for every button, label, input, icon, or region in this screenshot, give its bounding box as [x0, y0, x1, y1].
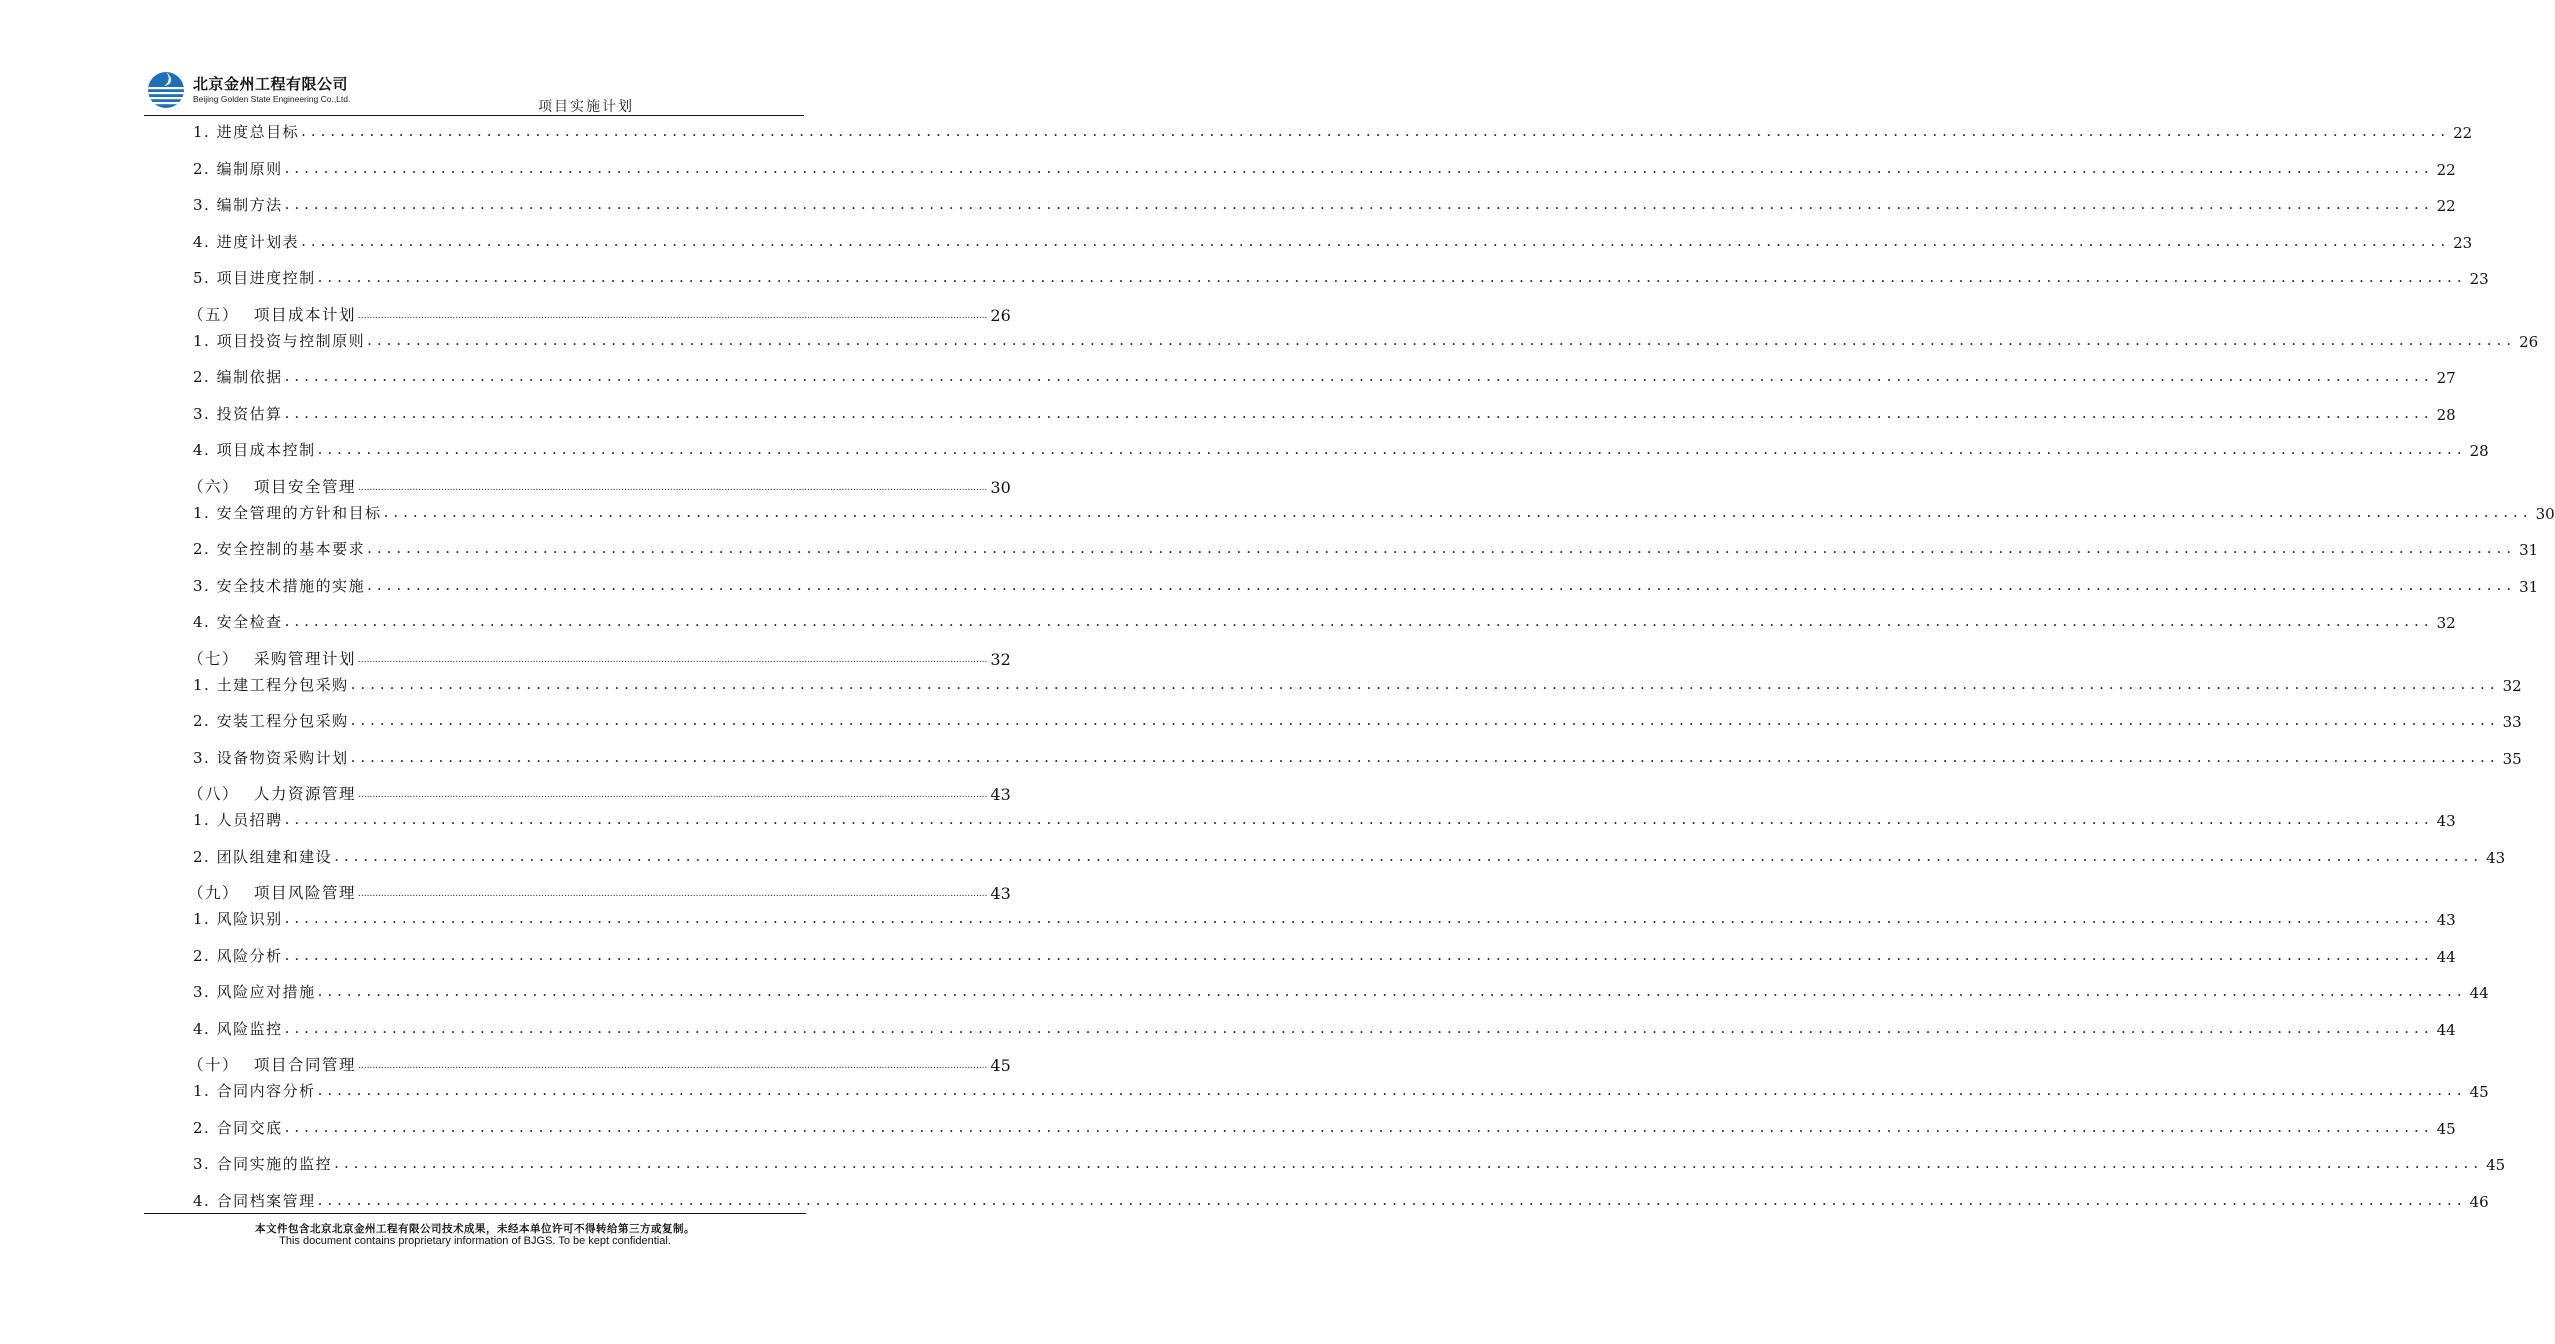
toc-entry[interactable] — [193, 228, 2473, 252]
toc-entry-label: 项目风险管理 — [254, 884, 357, 902]
toc-leader-dots: ............................................................................................................................................................................................................................ — [284, 1117, 2434, 1136]
toc-entry-title — [193, 538, 365, 559]
toc-entry-number: （九） — [188, 884, 240, 902]
toc-page-number: 23 — [2469, 270, 2489, 288]
toc-entry-number: 1. — [193, 675, 211, 694]
toc-entry-title — [188, 1053, 356, 1075]
toc-entry-title — [193, 981, 316, 1002]
toc-leader-dots: ............................................................................................................................................................................................................................ — [284, 367, 2434, 385]
toc-entry-title — [188, 881, 356, 903]
toc-entry-label: 安全检查 — [216, 613, 283, 631]
toc-entry-title — [193, 330, 365, 351]
toc-entry[interactable] — [193, 843, 2506, 867]
toc-entry[interactable] — [193, 264, 2489, 288]
toc-leader-dots: ............................................................................................................................................................................................................................ — [383, 502, 2533, 521]
toc-entry-number: （十） — [188, 1056, 240, 1074]
toc-page-number: 43 — [2436, 812, 2456, 830]
toc-entry-title — [193, 121, 299, 142]
toc-page-number: 26 — [990, 305, 1011, 325]
toc-entry-title — [193, 194, 283, 215]
toc-entry-title — [193, 1117, 283, 1138]
toc-page-number: 33 — [2502, 713, 2522, 731]
toc-entry-title — [188, 647, 356, 669]
toc-entry-number: （五） — [188, 305, 240, 324]
toc-page-number: 44 — [2469, 984, 2489, 1002]
toc-page-number: 44 — [2436, 1020, 2456, 1039]
toc-page-number: 22 — [2453, 124, 2473, 142]
toc-page-number: 30 — [990, 477, 1011, 497]
toc-entry-title — [193, 747, 349, 768]
toc-entry[interactable] — [193, 1015, 2456, 1039]
toc-leader-dots: ............................................................................................................................................................................................................................ — [367, 330, 2517, 349]
toc-entry[interactable] — [193, 436, 2489, 460]
toc-page-number: 43 — [2486, 848, 2506, 867]
toc-leader-dots: ............................................................................................................................................................................................................................ — [350, 711, 2500, 729]
toc-entry-label: 进度计划表 — [216, 232, 300, 251]
toc-entry-number: 2. — [193, 847, 211, 866]
toc-entry-title — [193, 1080, 316, 1101]
toc-entry-number: （六） — [188, 477, 240, 496]
toc-entry-number: 3. — [193, 576, 211, 595]
toc-entry-label: 安全技术措施的实施 — [216, 576, 366, 595]
toc-entry-label: 安全管理的方针和目标 — [216, 503, 382, 522]
toc-entry[interactable] — [193, 671, 2522, 695]
toc-entry[interactable] — [193, 363, 2456, 387]
footer-divider — [144, 1213, 806, 1214]
toc-entry[interactable] — [193, 905, 2456, 929]
toc-entry-number: 3. — [193, 404, 211, 423]
toc-leader-dots: ............................................................................................................................................................................................................................ — [317, 982, 2467, 1000]
toc-entry-title — [188, 475, 356, 497]
toc-entry-number: 3. — [193, 748, 211, 767]
toc-entry-title — [193, 1190, 316, 1211]
toc-page-number: 26 — [2519, 332, 2539, 351]
toc-entry-title — [193, 611, 283, 632]
toc-entry[interactable] — [193, 806, 2456, 830]
toc-entry[interactable] — [193, 1187, 2489, 1211]
toc-entry-number: 1. — [193, 910, 211, 928]
toc-entry-label: 项目进度控制 — [216, 269, 316, 287]
toc-leader-dots: ............................................................................................................................................................................................................................ — [284, 810, 2434, 828]
toc-page-number: 27 — [2436, 369, 2456, 387]
toc-page-number: 31 — [2519, 541, 2539, 559]
toc-entry-number: 2. — [193, 1118, 211, 1137]
toc-leader-dots: ............................................................................................................................................................................................................................ — [350, 747, 2500, 766]
toc-entry-label: 进度总目标 — [216, 123, 300, 141]
toc-entry[interactable] — [193, 744, 2522, 768]
toc-entry[interactable] — [193, 400, 2456, 424]
toc-entry-title — [193, 231, 299, 252]
toc-entry[interactable] — [193, 499, 2555, 523]
toc-entry-number: （七） — [188, 649, 240, 668]
toc-entry-number: 1. — [193, 1082, 211, 1100]
toc-entry-number: 1. — [193, 331, 211, 350]
toc-page-number: 23 — [2453, 233, 2473, 252]
toc-page-number: 22 — [2436, 160, 2456, 179]
toc-entry-number: 5. — [193, 269, 211, 287]
toc-entry[interactable] — [193, 572, 2539, 596]
toc-entry-number: 2. — [193, 712, 211, 730]
toc-entry-label: 合同内容分析 — [216, 1082, 316, 1100]
toc-section-entry[interactable] — [188, 301, 1011, 325]
toc-leader-dots: ............................................................................................................................................................................................................................ — [367, 575, 2517, 594]
toc-entry-title — [193, 366, 283, 387]
toc-entry[interactable] — [193, 1077, 2489, 1101]
toc-leader-dots: ............................................................................................................................................................................................................................ — [284, 945, 2434, 964]
toc-page-number: 45 — [990, 1056, 1011, 1075]
toc-leader-dots: ............................................................................................................................................................................................................................ — [358, 889, 988, 899]
toc-entry-number: 4. — [193, 441, 211, 459]
toc-entry-label: 编制方法 — [216, 196, 283, 214]
toc-entry-number: 4. — [193, 232, 211, 251]
confidentiality-notice-en: This document contains proprietary information of BJGS. To be kept confidential. — [279, 1235, 671, 1247]
toc-leader-dots: ............................................................................................................................................................................................................................ — [358, 790, 988, 800]
toc-page-number: 45 — [2436, 1119, 2456, 1138]
toc-page-number: 30 — [2535, 504, 2555, 523]
toc-entry[interactable] — [193, 978, 2489, 1002]
toc-page-number: 46 — [2469, 1192, 2489, 1211]
toc-entry-number: 4. — [193, 613, 211, 631]
toc-page-number: 45 — [2469, 1083, 2489, 1101]
toc-entry[interactable] — [193, 118, 2473, 142]
toc-entry-number: 2. — [193, 540, 211, 558]
toc-page-number: 43 — [990, 884, 1011, 903]
toc-entry-label: 采购管理计划 — [254, 649, 357, 668]
toc-leader-dots: ............................................................................................................................................................................................................................ — [284, 158, 2434, 177]
toc-entry[interactable] — [193, 535, 2539, 559]
toc-entry[interactable] — [193, 1150, 2506, 1174]
toc-entry-label: 合同交底 — [216, 1118, 283, 1137]
toc-leader-dots: ............................................................................................................................................................................................................................ — [284, 909, 2434, 927]
toc-leader-dots: ............................................................................................................................................................................................................................ — [358, 654, 988, 665]
toc-leader-dots: ............................................................................................................................................................................................................................ — [358, 1061, 988, 1071]
toc-entry-title — [193, 1018, 283, 1039]
company-name-en: Beijing Golden State Engineering Co.,Ltd. — [193, 94, 351, 104]
toc-section-entry[interactable] — [188, 1051, 1011, 1075]
toc-page-number: 43 — [990, 785, 1011, 804]
toc-page-number: 35 — [2502, 749, 2522, 768]
toc-entry-label: 设备物资采购计划 — [216, 748, 349, 767]
toc-entry[interactable] — [193, 1114, 2456, 1138]
toc-entry[interactable] — [193, 707, 2522, 731]
toc-entry-number: 2. — [193, 946, 211, 965]
toc-entry-label: 合同实施的监控 — [216, 1155, 333, 1173]
toc-entry-title — [188, 782, 356, 804]
toc-entry-label: 项目合同管理 — [254, 1056, 357, 1074]
toc-entry[interactable] — [193, 327, 2539, 351]
toc-leader-dots: ............................................................................................................................................................................................................................ — [317, 1081, 2467, 1099]
toc-page-number: 32 — [2436, 614, 2456, 632]
company-name-cn: 北京金州工程有限公司 — [193, 75, 349, 93]
confidentiality-notice-cn: 本文件包含北京北京金州工程有限公司技术成果，未经本单位许可不得转给第三方或复制。 — [255, 1223, 695, 1235]
toc-entry[interactable] — [193, 191, 2456, 215]
toc-entry-label: 项目安全管理 — [254, 477, 357, 496]
toc-entry-label: 风险监控 — [216, 1019, 283, 1038]
toc-entry-title — [193, 1153, 332, 1174]
toc-leader-dots: ............................................................................................................................................................................................................................ — [301, 231, 2451, 250]
toc-page-number: 28 — [2469, 442, 2489, 460]
toc-section-entry[interactable] — [188, 645, 1011, 669]
toc-page-number: 44 — [2436, 947, 2456, 966]
toc-leader-dots: ............................................................................................................................................................................................................................ — [284, 195, 2434, 213]
toc-entry-number: 2. — [193, 368, 211, 386]
toc-entry-label: 人员招聘 — [216, 811, 283, 829]
toc-leader-dots: ............................................................................................................................................................................................................................ — [317, 440, 2467, 458]
toc-entry-title — [193, 267, 316, 288]
toc-leader-dots: ............................................................................................................................................................................................................................ — [358, 310, 988, 321]
toc-entry-number: 1. — [193, 503, 211, 522]
toc-entry-title — [193, 809, 283, 830]
toc-entry-title — [193, 439, 316, 460]
toc-entry-label: 编制依据 — [216, 368, 283, 386]
toc-entry-title — [193, 945, 283, 966]
toc-entry-number: 1. — [193, 811, 211, 829]
toc-leader-dots: ............................................................................................................................................................................................................................ — [334, 1154, 2484, 1172]
toc-leader-dots: ............................................................................................................................................................................................................................ — [284, 403, 2434, 422]
toc-entry-number: 3. — [193, 1155, 211, 1173]
toc-page-number: 32 — [2502, 676, 2522, 695]
toc-leader-dots: ............................................................................................................................................................................................................................ — [317, 268, 2467, 286]
toc-page-number: 31 — [2519, 577, 2539, 596]
toc-entry-label: 风险识别 — [216, 910, 283, 928]
toc-entry-title — [193, 674, 349, 695]
toc-entry-title — [193, 846, 332, 867]
toc-leader-dots: ............................................................................................................................................................................................................................ — [301, 122, 2451, 140]
toc-section-entry[interactable] — [188, 780, 1011, 804]
toc-page-number: 43 — [2436, 911, 2456, 929]
toc-entry-label: 项目成本控制 — [216, 441, 316, 459]
toc-entry-title — [188, 303, 356, 325]
toc-entry-number: 3. — [193, 983, 211, 1001]
toc-entry-number: 4. — [193, 1191, 211, 1210]
toc-entry-label: 编制原则 — [216, 159, 283, 178]
toc-entry-label: 投资估算 — [216, 404, 283, 423]
toc-entry-number: 1. — [193, 123, 211, 141]
toc-leader-dots: ............................................................................................................................................................................................................................ — [350, 674, 2500, 693]
toc-entry-label: 合同档案管理 — [216, 1191, 316, 1210]
toc-entry-label: 风险分析 — [216, 946, 283, 965]
toc-entry[interactable] — [193, 942, 2456, 966]
toc-entry[interactable] — [193, 155, 2456, 179]
toc-leader-dots: ............................................................................................................................................................................................................................ — [334, 846, 2484, 865]
toc-leader-dots: ............................................................................................................................................................................................................................ — [284, 1018, 2434, 1037]
toc-entry-label: 风险应对措施 — [216, 983, 316, 1001]
toc-page-number: 28 — [2436, 405, 2456, 424]
toc-leader-dots: ............................................................................................................................................................................................................................ — [317, 1190, 2467, 1209]
toc-leader-dots: ............................................................................................................................................................................................................................ — [367, 539, 2517, 557]
toc-section-entry[interactable] — [188, 879, 1011, 903]
toc-page-number: 32 — [990, 649, 1011, 669]
toc-entry-number: （八） — [188, 785, 240, 803]
toc-entry-label: 安全控制的基本要求 — [216, 540, 366, 558]
toc-entry-label: 人力资源管理 — [254, 785, 357, 803]
toc-section-entry[interactable] — [188, 473, 1011, 497]
toc-entry-label: 安装工程分包采购 — [216, 712, 349, 730]
document-title: 项目实施计划 — [538, 99, 634, 115]
toc-entry-number: 2. — [193, 159, 211, 178]
toc-entry-title — [193, 575, 365, 596]
toc-entry-title — [193, 908, 283, 929]
toc-page-number: 45 — [2486, 1156, 2506, 1174]
toc-entry-title — [193, 158, 283, 179]
toc-entry-label: 土建工程分包采购 — [216, 675, 349, 694]
toc-entry[interactable] — [193, 608, 2456, 632]
toc-entry-number: 3. — [193, 196, 211, 214]
toc-entry-title — [193, 403, 283, 424]
toc-leader-dots: ............................................................................................................................................................................................................................ — [358, 482, 988, 493]
toc-entry-label: 团队组建和建设 — [216, 847, 333, 866]
toc-entry-title — [193, 502, 382, 523]
toc-entry-title — [193, 710, 349, 731]
toc-entry-label: 项目成本计划 — [254, 305, 357, 324]
toc-entry-number: 4. — [193, 1019, 211, 1038]
toc-page-number: 22 — [2436, 197, 2456, 215]
toc-entry-label: 项目投资与控制原则 — [216, 331, 366, 350]
toc-leader-dots: ............................................................................................................................................................................................................................ — [284, 612, 2434, 630]
